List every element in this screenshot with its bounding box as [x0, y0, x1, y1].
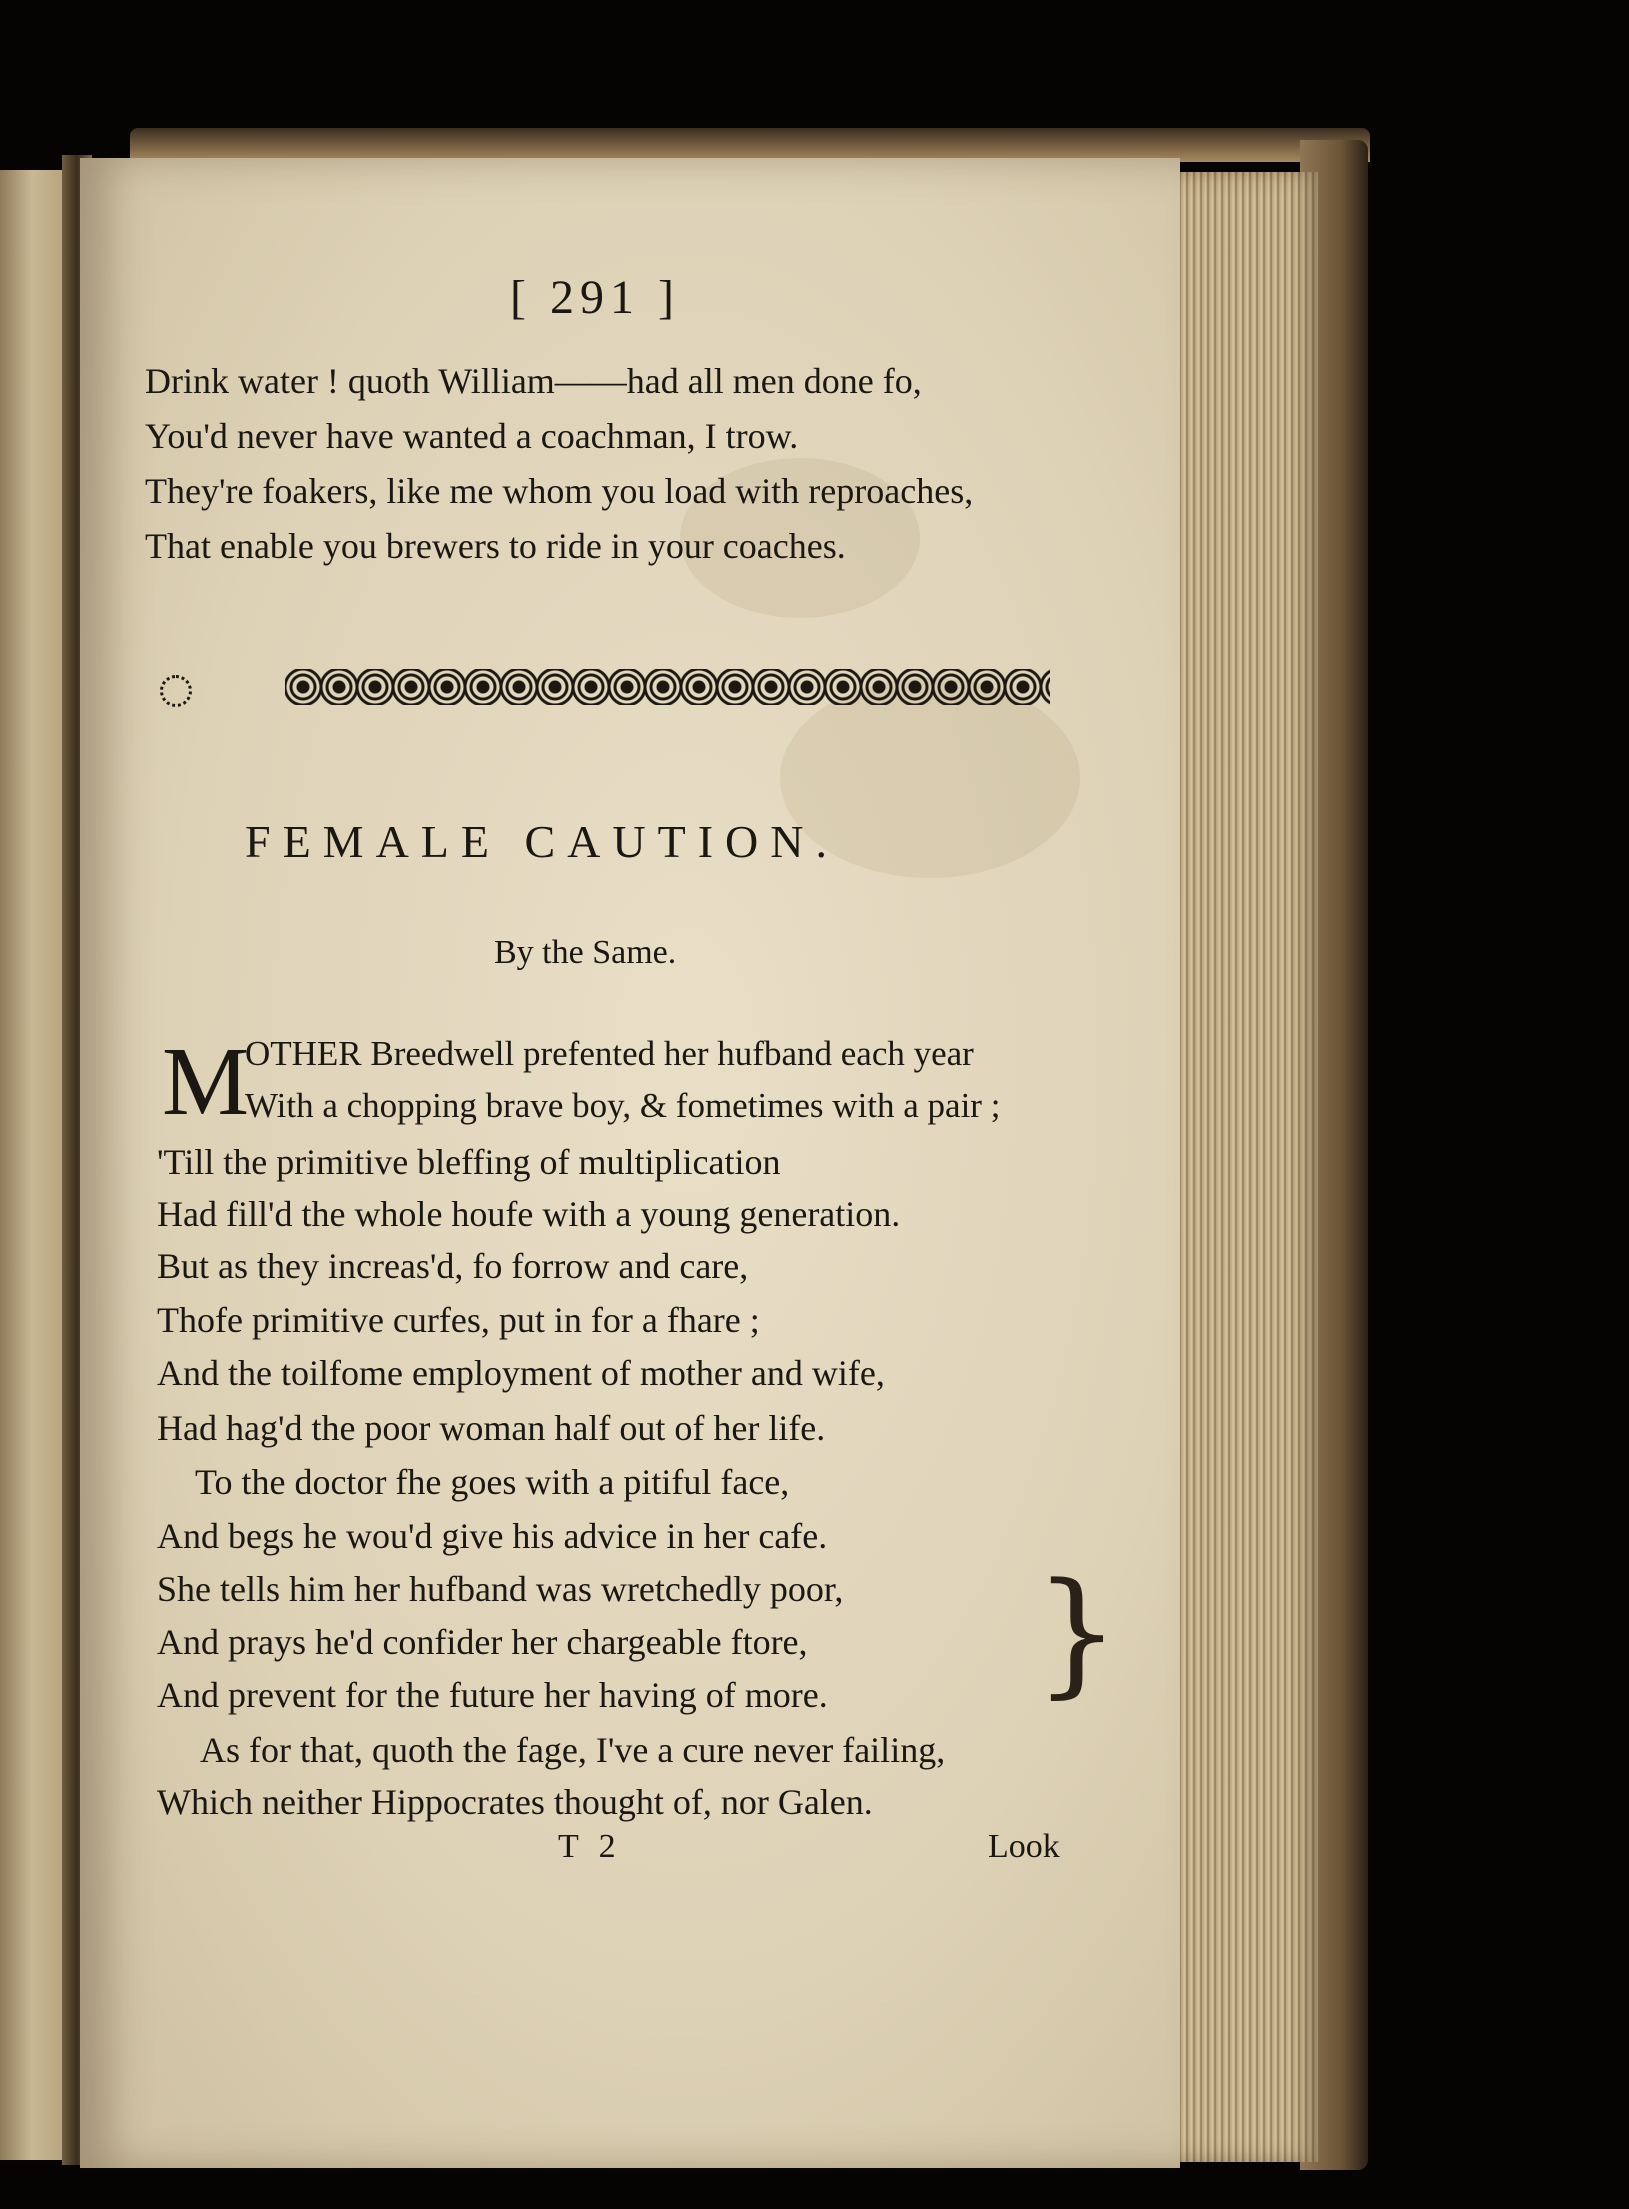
signature-mark: T 2: [558, 1828, 622, 1865]
poem-line: And prays he'd confider her chargeable ftore,: [157, 1622, 808, 1662]
poem-line: Thofe primitive curfes, put in for a fhare ;: [157, 1300, 760, 1340]
verse-line: They're foakers, like me whom you load with reproaches,: [145, 471, 974, 511]
poem-line: To the doctor fhe goes with a pitiful face,: [195, 1462, 790, 1502]
left-page-edge: [0, 170, 70, 2160]
poem-line: And prevent for the future her having of more.: [157, 1675, 828, 1715]
catchword: Look: [988, 1828, 1060, 1865]
poem-line: 'Till the primitive bleffing of multiplication: [157, 1142, 781, 1182]
poem-byline: By the Same.: [494, 934, 677, 971]
poem-line: Which neither Hippocrates thought of, nor Galen.: [157, 1782, 873, 1822]
page-edges: [1168, 172, 1318, 2162]
triplet-brace: }: [1034, 1554, 1120, 1711]
poem-line: But as they increas'd, fo forrow and care,: [157, 1246, 749, 1286]
poem-line: With a chopping brave boy, & fometimes with a pair ;: [245, 1086, 1001, 1125]
verse-line: Drink water ! quoth William——had all men done fo,: [145, 361, 922, 401]
poem-line: Had hag'd the poor woman half out of her life.: [157, 1408, 826, 1448]
poem-title: FEMALE CAUTION.: [245, 816, 839, 867]
poem-line: And the toilfome employment of mother and wife,: [157, 1353, 885, 1393]
drop-cap: M: [162, 1028, 250, 1136]
poem-line: Had fill'd the whole houfe with a young generation.: [157, 1194, 901, 1234]
poem-line: She tells him her hufband was wretchedly poor,: [157, 1569, 844, 1609]
book-cover-top: [130, 128, 1370, 162]
poem-line: OTHER Breedwell prefented her hufband each year: [245, 1034, 974, 1073]
page-number: [ 291 ]: [510, 271, 680, 324]
ornament-icon: [160, 675, 192, 707]
verse-line: That enable you brewers to ride in your coaches.: [145, 526, 846, 566]
poem-line: And begs he wou'd give his advice in her cafe.: [157, 1516, 828, 1556]
verse-line: You'd never have wanted a coachman, I trow.: [145, 416, 799, 456]
ornament-border: [285, 662, 1050, 712]
poem-line: As for that, quoth the fage, I've a cure never failing,: [200, 1730, 946, 1770]
